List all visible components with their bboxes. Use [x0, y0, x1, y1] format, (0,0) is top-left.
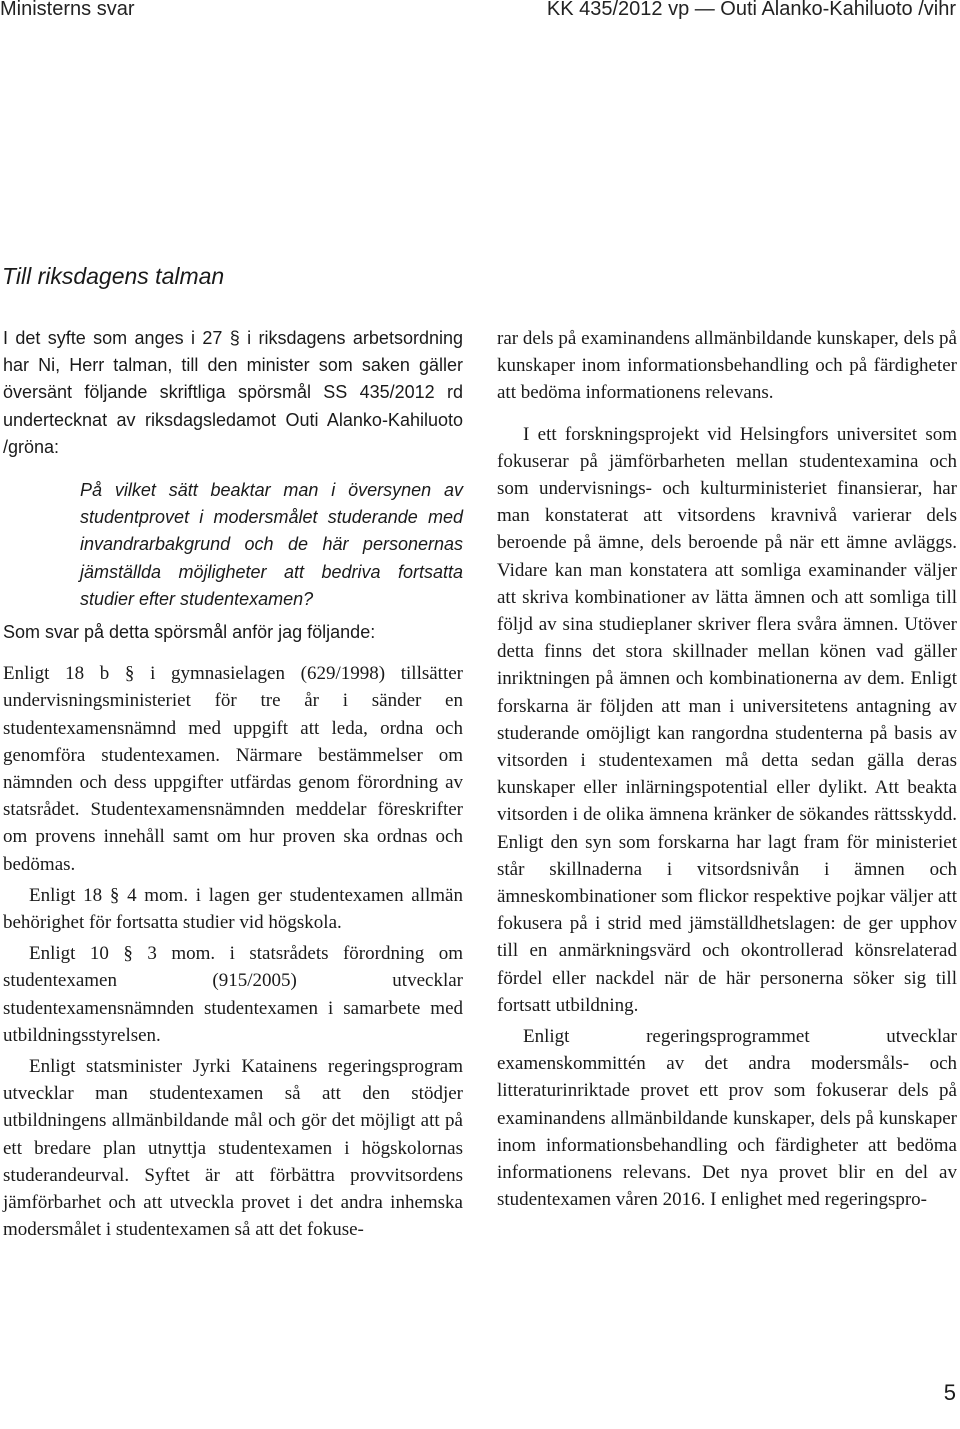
right-paragraph-3: Enligt regeringsprogrammet utvecklar examenskommittén av det andra modersmåls- och litteraturinriktade provet ett prov som fokuserar dels på examinandens allmänbildande kunskaper, dels på kunskaper inom informationsbehandling och färdigheter att bedöma informationens relevans. Det nya provet blir en del av studentexamen våren 2016. I enlighet med regeringspro- — [497, 1026, 957, 1211]
answer-paragraph-2: Enligt 18 § 4 mom. i lagen ger studentexamen allmän behörighet för fortsatta studier vid högskola. — [3, 884, 463, 934]
header-reference: KK 435/2012 vp — Outi Alanko-Kahiluoto /vihr — [546, 0, 956, 20]
left-column — [3, 325, 463, 1244]
intro-paragraph: I det syfte som anges i 27 § i riksdagens arbetsordning har Ni, Herr talman, till den minister som saken gäller översänt följande skriftliga spörsmål SS 435/2012 rd undertecknat av riksdagsledamot Outi Alanko-Kahiluoto /gröna: — [3, 328, 463, 457]
answer-paragraph-1: Enligt 18 b § i gymnasielagen (629/1998) tillsätter undervisningsministeriet för tre år i sänder en studentexamensnämnd med uppgift att leda, ordna och genomföra studentexamen. Närmare bestämmelser om nämnden och dess uppgifter utfärdas genom förordning av statsrådet. Studentexamensnämnden meddelar föreskrifter om provens innehåll samt om hur proven ska ordnas och bedömas. — [3, 663, 463, 875]
page-number: 5 — [943, 1380, 956, 1405]
header-section: Ministerns svar — [0, 0, 135, 20]
right-paragraph-2: I ett forskningsprojekt vid Helsingfors universitet som fokuserar på jämförbarheten mellan studentexamina och som undervisnings- och kulturministeriet finansierar, har man konstaterat att vitsordens kravnivå varierar dels beroende på ämne, dels beroende på när ett ämne avläggs. Vidare kan man konstatera att somliga examinander väljer att skriva kombinationer av lätta ämnen och att somliga till följd av sina studieplaner skriver flera svåra ämnen. Utöver detta finns det stora skillnader mellan könen vad gäller inriktningen på ämnen och kombinationerna av dem. Enligt forskarna är följden att man i universitetens antagning av studerande omöjligt kan rangordna studenterna på basis av vitsorden i studentexamen må detta sedan gälla deras kunskaper eller inlärningspotential eller dylikt. Att beakta vitsorden i de olika ämnena kränker de sökandes rättsskydd. Enligt den syn som forskarna har lagt fram för ministeriet står skillnaderna i vitsordsnivån i ämnen och ämneskombinationer som flickor respektive pojkar väljer att fokusera på i strid med jämställdhetslagen: de ger upphov till en anmärkningsvärd och okontrollerad könsrelaterad fördel eller nackdel när de här personerna söker sig till fortsatt utbildning. — [497, 423, 957, 1016]
question-text: På vilket sätt beaktar man i översynen av studentprovet i modersmålet studerande med invandrarbakgrund och de här personernas jämställda möjligheter att bedriva fortsatta studier efter studentexamen? — [80, 480, 463, 609]
page-header — [0, 0, 960, 24]
right-column — [497, 325, 957, 1214]
answer-paragraph-4: Enligt statsminister Jyrki Katainens regeringsprogram utvecklar man studentexamen så att den stödjer utbildningens allmänbildande mål och gör det möjligt att på ett bredare plan utnyttja studentexamen i högskolornas studerandeurval. Syftet är att förbättra provvitsordens jämförbarhet och att utveckla provet i det andra inhemska modersmålet i studentexamen så att det fokuse- — [3, 1056, 463, 1241]
answer-intro: Som svar på detta spörsmål anför jag följande: — [3, 622, 376, 643]
answer-paragraph-3: Enligt 10 § 3 mom. i statsrådets förordning om studentexamen (915/2005) utvecklar studentexamensnämnden studentexamen i samarbete med utbildningsstyrelsen. — [3, 943, 463, 1046]
right-paragraph-1: rar dels på examinandens allmänbildande kunskaper, dels på kunskaper inom informationsbehandling och på färdigheter att bedöma informationens relevans. — [497, 328, 957, 404]
document-title: Till riksdagens talman — [2, 263, 225, 289]
